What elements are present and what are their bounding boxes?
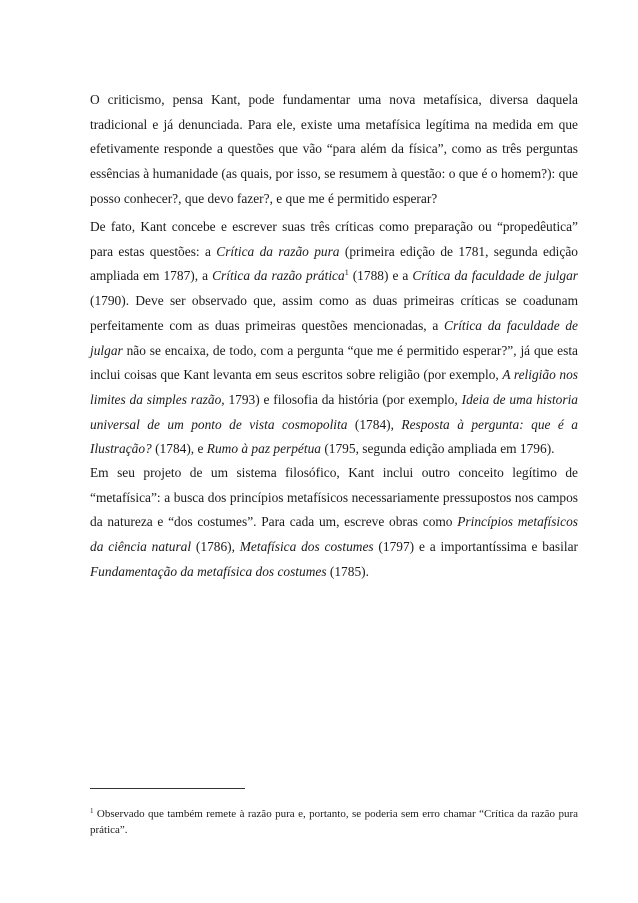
footnote-number: 1 [90,807,94,815]
paragraph-3-span: (1785). [326,563,369,579]
book-title: A religião nos limites da simples razão [90,367,578,407]
paragraph-2-span: (1788) e a [348,268,413,284]
paragraph-2-content [90,215,578,462]
book-title: Rumo à paz perpétua [206,441,321,457]
paragraph-2-span: De fato, Kant concebe e escrever suas três críticas como preparação ou “propedêutica” para estas questões: a [90,219,578,259]
book-title: Crítica da faculdade de julgar [90,317,578,358]
paragraph-3-content [90,461,578,585]
paragraph-2-span: (primeira edição de 1781, segunda edição ampliada em 1787), a [90,243,578,284]
book-title: Crítica da razão prática [212,268,345,284]
book-title: Fundamentação da metafísica dos costumes [90,563,327,579]
paragraph-3-span: (1786), [191,539,240,555]
paragraph-3-span: (1797) e a importantíssima e basilar [373,539,578,555]
paragraph-2-span: não se encaixa, de todo, com a pergunta “que me é permitido esperar?”, já que esta inclui coisas que Kant levanta em seus escritos sobre religião (por exemplo, [90,342,578,383]
book-title: Crítica da faculdade de julgar [412,268,579,284]
paragraph-1-text: O criticismo, pensa Kant, pode fundamentar uma nova metafísica, diversa daquela tradicional e já denunciada. Para ele, existe uma metafísica legítima na medida em que efetivamente responde a questões que vão “para além da física”, como as três perguntas essências à humanidade (as quais, por isso, se resumem à questão: o que é o homem?): que posso conhecer?, que devo fazer?, e que me é permitido esperar? [90,92,578,206]
paragraph-2-span: (1790). Deve ser observado que, assim como as duas primeiras críticas se coadunam perfeitamente com as duas primeiras questões mencionadas, a [90,293,578,333]
paragraph-2-span: (1784), e [151,441,207,457]
paragraph-2-span: (1784), [347,416,402,432]
book-title: Resposta à pergunta: que é a Ilustração? [90,416,578,457]
paragraph-3-span: Em seu projeto de um sistema filosófico, Kant inclui outro conceito legítimo de “metafísica”: a busca dos princípios metafísicos necessariamente pressupostos nos campos da natureza e “dos costumes”. Para cada um, escreve obras como [90,465,578,530]
book-title: Metafísica dos costumes [239,539,374,555]
paragraph-criticism [90,88,578,212]
book-title: Princípios metafísicos da ciência natural [90,514,578,555]
paragraph-2-span: (1795, segunda edição ampliada em 1796). [320,441,555,457]
paragraph-metaphysics-system [90,461,578,585]
paragraph-2-span: , 1793) e filosofia da história (por exemplo, [221,391,462,407]
footnote-divider [90,788,245,789]
footnote-text: Observado que também remete à razão pura e, portanto, se poderia sem erro chamar “Crítica da razão pura prática”. [90,808,578,836]
footnote [90,806,578,838]
paragraph-critiques [90,215,578,462]
book-title: Ideia de uma historia universal de um ponto de vista cosmopolita [90,391,578,432]
footnote-reference[interactable]: 1 [344,268,349,278]
book-title: Crítica da razão pura [216,243,340,259]
